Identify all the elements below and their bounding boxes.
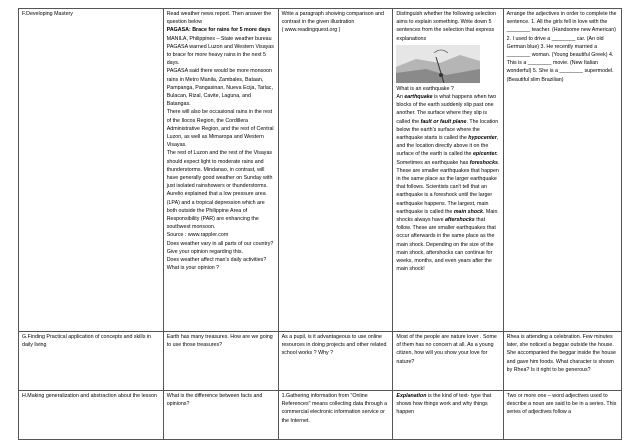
row-label-h: H.Making generalization and abstraction about the lesson — [19, 391, 164, 440]
weather-question-2: Does weather affect man's daily activities? What is your opinion ? — [166, 257, 267, 272]
adjective-intro: Arrange the adjectives in order to complete the sentence. 1. All the girls fell in love with the — [506, 11, 617, 26]
blank-line-4: ________ — [527, 60, 552, 67]
explanation-definition: Explanation is the kind of text- type that shows how things work and why things happen — [393, 391, 503, 440]
weather-intro: Read weather news report. Then answer the question below — [166, 11, 272, 26]
online-references-definition: 1.Gathering information from "Online References" means collecting data through a commercial electronic information service or the Internet. — [278, 391, 393, 440]
weather-question-1: Does weather vary in all parts of our country? Give your opinion regarding this. — [166, 240, 274, 255]
weather-paragraph-5: Aurelio explained that a low pressure area (LPA) and a tropical depression which are both outside the Philippine Area of Responsibility (PAR) are enhancing the southwest monsoon. — [166, 191, 266, 231]
blank-line-5: ________ — [559, 68, 583, 75]
earthquake-paragraph-2: Sometimes an earthquake has foreshocks. These are smaller earthquakes that happen in the same place as the larger earthquake that follows. Scientists can't tell that an earthquake is a foreshock until the larger earthquake happens. The largest, main earthquake is called the main shock. Main shocks always have aftershocks that follow. These are smaller earthquakes that occur afterwards in the same place as the main shock. Depending on the size of the main shock, aftershocks can continue for weeks, months, and even years after the main shock! — [396, 159, 500, 273]
weather-paragraph-4: The rest of Luzon and the rest of the Visayas should expect light to moderate rains and thunderstorms. Mindanao, in contrast, will have generally good weather on Sunday with just isolated rainshowers or thunderstorms. — [166, 150, 273, 190]
earthquake-question: What is an earthquake ? — [396, 85, 454, 92]
comparison-task-cell — [278, 9, 393, 332]
blank-line-3: ________ — [506, 52, 531, 59]
row-label-f: F.Developing Mastery — [19, 9, 164, 332]
nature-love-question: Most of the people are nature lover . Some of them has no concern at all. As a young citizen, how will you show your love for nature? — [393, 332, 503, 391]
lesson-plan-table — [18, 8, 622, 440]
comparison-source: ( www.readingquest.org ) — [281, 27, 341, 34]
blank-line-1: ________ — [506, 27, 531, 34]
row-label-g: G.Finding Practical application of concepts and skills in daily living — [19, 332, 164, 391]
treasures-question: Earth has many treasures. How are we going to use those treasures? — [163, 332, 278, 391]
adjective-order-cell: Arrange the adjectives in order to complete the sentence. 1. All the girls fell in love with the ________ teacher. (Handsome new American) 2. I used to drive a ________ car. (An old German blue) 3. He recently married a ________ woman. (Young beautiful Greek) 4. This is a ________ movie. (New Italian wonderful) 5. She is a ________ supermodel. (Beautiful slim Brazilian) — [503, 9, 621, 332]
weather-report-cell — [163, 9, 278, 332]
facts-opinions-question: What is the difference between facts and opinions? — [163, 391, 278, 440]
row-developing-mastery — [19, 9, 622, 332]
earthquake-illustration — [396, 45, 480, 83]
blank-line-2: ________ — [551, 35, 576, 42]
row-practical-application — [19, 332, 622, 391]
weather-source: Source : www.rappler.com — [166, 232, 229, 239]
row-generalization — [19, 391, 622, 440]
weather-paragraph-3: There will also be occasional rains in the rest of the Ilocos Region, the Cordillera Administrative Region, and the rest of Central Luzon, as well as Mimaropa and Western Visayas. — [166, 109, 274, 149]
weather-paragraph-2: PAGASA said there would be more monsoon rains in Metro Manila, Zambales, Bataan, Pampanga, Pangasinan, Nueva Ecija, Tarlac, Bulacan, Rizal, Cavite, Laguna, and Batangas. — [166, 68, 273, 108]
online-resources-question: As a pupil, is it advantageous to use online resources in doing projects and other related school works ? Why ? — [278, 332, 393, 391]
explanation-instruction: Distinguish whether the following selection aims to explain something. Write down 5 sentences from the selection that express explanations — [396, 11, 496, 42]
adjective-series-definition: Two or more one – word adjectives used to describe a noun are said to be in a series. This series of adjectives follow a — [503, 391, 621, 440]
weather-headline: PAGASA: Brace for rains for 5 more days — [166, 27, 271, 34]
generosity-story: Rhea is attending a celebration. Few minutes later, she noticed a beggar outside the house. She accompanied the beggar inside the house and gave him foods. What character is shown by Rhea? Is it right to be generous? — [503, 332, 621, 391]
weather-paragraph-1: MANILA, Philippines – State weather bureau PAGASA warned Luzon and Western Visayas to brace for more heavy rains in the next 5 days. — [166, 35, 274, 67]
earthquake-paragraph-1: An earthquake is what happens when two blocks of the earth suddenly slip past one another. The surface where they slip is called the fault or fault plane. The location below the earth's surface where the earthquake starts is called the hypocenter, and the location directly above it on the surface of the earth is called the epicenter. — [396, 94, 499, 158]
comparison-instruction: Write a paragraph showing comparison and contrast in the given illustration — [281, 11, 384, 26]
earthquake-explanation-cell — [393, 9, 503, 332]
